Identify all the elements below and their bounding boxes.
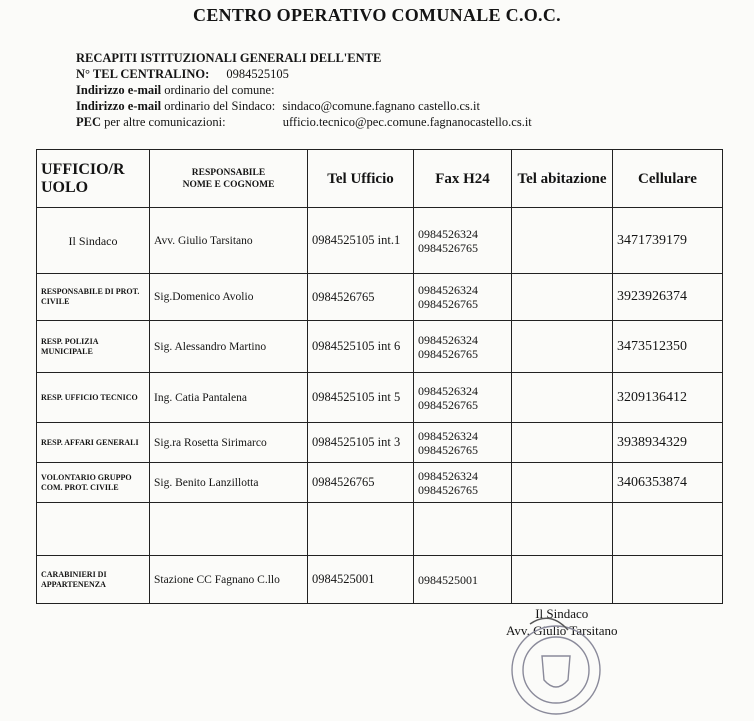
signature-title: Il Sindaco xyxy=(535,606,589,621)
cell-fax-line2: 0984526765 xyxy=(418,240,478,255)
cell-fax xyxy=(414,321,512,373)
cell-ufficio: CARABINIERI DI APPARTENENZA xyxy=(37,556,150,604)
cell-cellulare xyxy=(613,556,723,604)
cell-cellulare: 3923926374 xyxy=(613,274,723,321)
cell-fax-line1: 0984526324 xyxy=(418,428,478,443)
cell-ufficio: RESP. POLIZIA MUNICIPALE xyxy=(37,321,150,373)
municipal-seal-icon xyxy=(490,612,608,716)
cell-ufficio: RESPONSABILE DI PROT. CIVILE xyxy=(37,274,150,321)
header-row xyxy=(37,150,723,208)
tel-centralino: N° TEL CENTRALINO: 0984525105 xyxy=(76,67,289,81)
signature-name: Avv. Giulio Tarsitano xyxy=(506,623,618,638)
table-row xyxy=(37,423,723,463)
contacts-table xyxy=(36,149,723,604)
cell-tel-abitazione xyxy=(512,208,613,274)
cell-cellulare: 3473512350 xyxy=(613,321,723,373)
cell-tel-abitazione xyxy=(512,556,613,604)
cell-responsabile: Sig.Domenico Avolio xyxy=(150,274,308,321)
cell-responsabile xyxy=(150,503,308,556)
tel-centralino-value: 0984525105 xyxy=(226,67,289,81)
cell-tel-ufficio: 0984525105 int 5 xyxy=(308,373,414,423)
cell-tel-abitazione xyxy=(512,321,613,373)
cell-responsabile: Sig.ra Rosetta Sirimarco xyxy=(150,423,308,463)
cell-cellulare: 3471739179 xyxy=(613,208,723,274)
email-comune: Indirizzo e-mail ordinario del comune: xyxy=(76,83,275,97)
table-row xyxy=(37,208,723,274)
table-row xyxy=(37,503,723,556)
header-cellulare: Cellulare xyxy=(613,150,723,208)
table-row xyxy=(37,274,723,321)
cell-fax-line2: 0984526765 xyxy=(418,482,478,497)
signature-scribble xyxy=(530,618,568,630)
cell-tel-ufficio: 0984525001 xyxy=(308,556,414,604)
cell-cellulare: 3406353874 xyxy=(613,463,723,503)
cell-tel-abitazione xyxy=(512,373,613,423)
cell-fax-line1: 0984526324 xyxy=(418,383,478,398)
cell-fax-line2: 0984526765 xyxy=(418,442,478,457)
email-sindaco: Indirizzo e-mail ordinario del Sindaco: sindaco@comune.fagnano castello.cs.it xyxy=(76,99,480,113)
cell-ufficio: Il Sindaco xyxy=(37,208,150,274)
cell-ufficio xyxy=(37,503,150,556)
cell-responsabile: Sig. Alessandro Martino xyxy=(150,321,308,373)
cell-ufficio: RESP. AFFARI GENERALI xyxy=(37,423,150,463)
cell-responsabile: Sig. Benito Lanzillotta xyxy=(150,463,308,503)
cell-fax-line1: 0984526324 xyxy=(418,283,478,297)
cell-ufficio: VOLONTARIO GRUPPO COM. PROT. CIVILE xyxy=(37,463,150,503)
cell-tel-abitazione xyxy=(512,463,613,503)
seal-crest xyxy=(542,656,570,687)
header-tel-abitazione: Tel abitazione xyxy=(512,150,613,208)
header-fax: Fax H24 xyxy=(414,150,512,208)
cell-tel-ufficio: 0984525105 int 3 xyxy=(308,423,414,463)
seal-inner-ring xyxy=(523,637,589,703)
cell-fax-line2: 0984526765 xyxy=(418,297,478,311)
header-responsabile: RESPONSABILE NOME E COGNOME xyxy=(150,150,308,208)
cell-fax xyxy=(414,274,512,321)
cell-tel-abitazione xyxy=(512,503,613,556)
cell-tel-ufficio: 0984526765 xyxy=(308,463,414,503)
seal-outer-ring xyxy=(512,626,600,714)
cell-cellulare xyxy=(613,503,723,556)
table-row xyxy=(37,556,723,604)
cell-fax xyxy=(414,423,512,463)
cell-fax-line1: 0984526324 xyxy=(418,226,478,241)
cell-fax-line2: 0984526765 xyxy=(418,346,478,361)
cell-responsabile: Stazione CC Fagnano C.llo xyxy=(150,556,308,604)
cell-fax-line1: 0984525001 xyxy=(418,572,478,587)
cell-tel-ufficio xyxy=(308,503,414,556)
cell-responsabile: Avv. Giulio Tarsitano xyxy=(150,208,308,274)
cell-ufficio: RESP. UFFICIO TECNICO xyxy=(37,373,150,423)
cell-tel-ufficio: 0984525105 int.1 xyxy=(308,208,414,274)
cell-fax xyxy=(414,373,512,423)
cell-tel-ufficio: 0984525105 int 6 xyxy=(308,321,414,373)
table-row xyxy=(37,321,723,373)
cell-fax-line2: 0984526765 xyxy=(418,397,478,412)
table-row xyxy=(37,463,723,503)
cell-cellulare: 3209136412 xyxy=(613,373,723,423)
cell-fax xyxy=(414,463,512,503)
cell-fax xyxy=(414,556,512,604)
contacts-block xyxy=(76,50,532,130)
cell-responsabile: Ing. Catia Pantalena xyxy=(150,373,308,423)
header-ufficio: UFFICIO/R UOLO xyxy=(37,150,150,208)
cell-fax xyxy=(414,208,512,274)
document-title: CENTRO OPERATIVO COMUNALE C.O.C. xyxy=(193,5,561,25)
header-tel-ufficio: Tel Ufficio xyxy=(308,150,414,208)
cell-cellulare: 3938934329 xyxy=(613,423,723,463)
email-sindaco-value: sindaco@comune.fagnano castello.cs.it xyxy=(282,99,480,113)
contacts-heading: RECAPITI ISTITUZIONALI GENERALI DELL'ENTE xyxy=(76,51,382,65)
cell-tel-abitazione xyxy=(512,423,613,463)
pec-value: ufficio.tecnico@pec.comune.fagnanocastello.cs.it xyxy=(282,115,532,129)
cell-fax-line1: 0984526324 xyxy=(418,468,478,483)
cell-tel-ufficio: 0984526765 xyxy=(308,274,414,321)
cell-tel-abitazione xyxy=(512,274,613,321)
cell-fax-line1: 0984526324 xyxy=(418,332,478,347)
table-row xyxy=(37,373,723,423)
cell-fax xyxy=(414,503,512,556)
pec: PEC per altre comunicazioni: ufficio.tecnico@pec.comune.fagnanocastello.cs.it xyxy=(76,115,532,129)
